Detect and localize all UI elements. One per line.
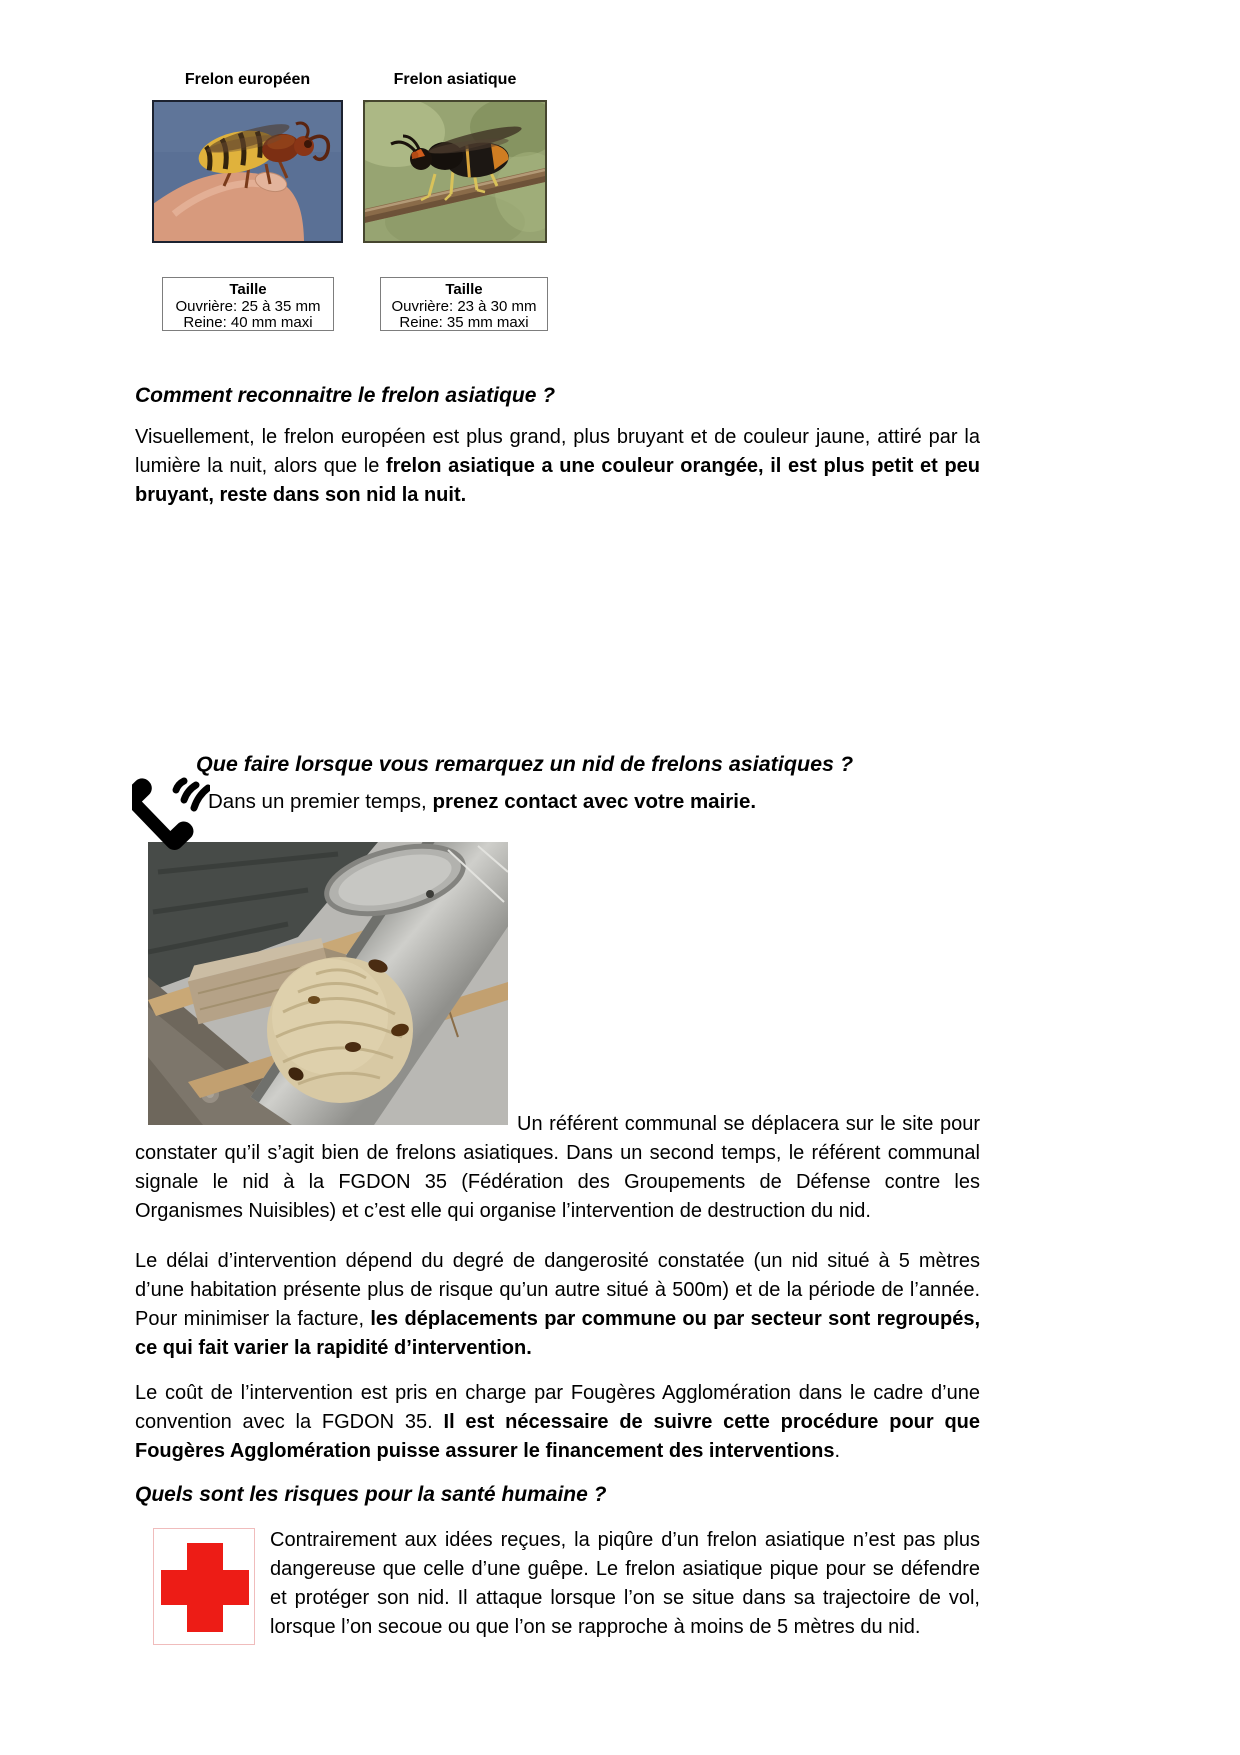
hornet-nest-photo: [148, 842, 508, 1125]
size-box-queen: Reine: 40 mm maxi: [183, 314, 313, 331]
paragraph-delai: Le délai d’intervention dépend du degré de dangerosité constatée (un nid situé à 5 mètres d’une habitation présente plus de risque qu’un autre situé à 500m) et de la période de l’année. Pour minimiser la facture, les déplacements par commune ou par secteur sont regroupés, ce qui fait varier la rapidité d’intervention.: [135, 1250, 980, 1359]
size-box-european: [162, 277, 334, 331]
paragraph-cout: Le coût de l’intervention est pris en charge par Fougères Agglomération dans le cadre d’une convention avec la FGDON 35. Il est nécessaire de suivre cette procédure pour que Fougères Agglomération puisse assurer le financement des interventions.: [135, 1382, 981, 1462]
red-cross-horizontal-bar: [161, 1570, 249, 1605]
heading-health-risks: Quels sont les risques pour la santé humaine ?: [135, 1483, 607, 1506]
european-hornet-illustration: [154, 102, 341, 241]
size-box-worker: Ouvrière: 25 à 35 mm: [175, 297, 321, 315]
size-box-worker: Ouvrière: 23 à 30 mm: [391, 297, 537, 315]
asian-hornet-label: Frelon asiatique: [393, 71, 517, 88]
size-box-title: Taille: [445, 281, 483, 298]
paragraph-referent-text: Un référent communal se déplacera sur le site pour constater qu’il s’agit bien de frelons asiatiques. Dans un second temps, le référent communal signale le nid à la FGDON 35 (Fédération des Groupements de Défense contre les Organismes Nuisibles) et c’est elle qui organise l’intervention de destruction du nid.: [135, 1113, 980, 1222]
phone-icon: [132, 758, 210, 854]
european-hornet-photo: [152, 100, 343, 243]
heading-identify: Comment reconnaitre le frelon asiatique ?: [135, 384, 556, 407]
size-box-queen: Reine: 35 mm maxi: [399, 314, 529, 331]
heading-what-to-do: Que faire lorsque vous remarquez un nid de frelons asiatiques ?: [196, 752, 854, 776]
paragraph-health: Contrairement aux idées reçues, la piqûre d’un frelon asiatique n’est pas plus dangereuse que celle d’une guêpe. Le frelon asiatique pique pour se défendre et protéger son nid. Il attaque lorsque l’on se situe dans sa trajectoire de vol, lorsque l’on secoue ou que l’on se rapproche à moins de 5 mètres du nid.: [270, 1529, 980, 1638]
phone-instruction-line: Dans un premier temps, prenez contact avec votre mairie.: [208, 790, 757, 813]
size-box-asian: [380, 277, 548, 331]
asian-hornet-photo: [363, 100, 547, 243]
paragraph-identify: Visuellement, le frelon européen est plus grand, plus bruyant et de couleur jaune, attiré par la lumière la nuit, alors que le frelon asiatique a une couleur orangée, il est plus petit et peu bruyant, reste dans son nid la nuit.: [135, 426, 980, 506]
red-cross-icon: [153, 1528, 255, 1645]
asian-hornet-illustration: [365, 102, 545, 241]
european-hornet-label: Frelon européen: [184, 71, 311, 88]
size-box-title: Taille: [229, 281, 267, 298]
